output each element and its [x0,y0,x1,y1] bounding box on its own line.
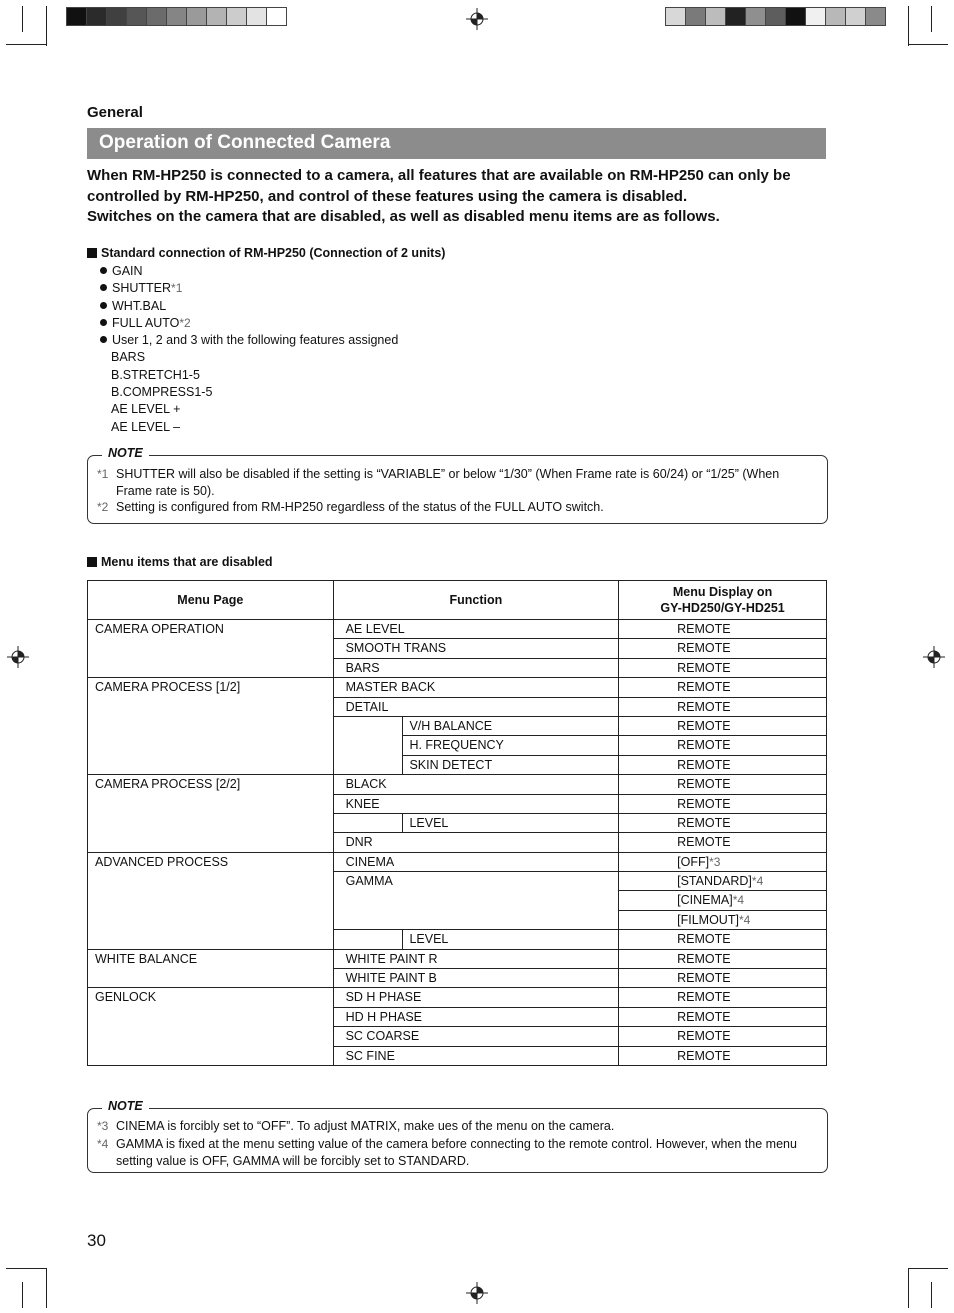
function-cell: MASTER BACK [333,678,619,697]
display-cell [619,910,827,929]
color-swatch [167,8,187,25]
list-item [100,315,398,332]
page-title-bar [87,128,826,159]
function-cell: BARS [333,658,619,677]
registration-mark-icon [466,8,488,30]
footnote-mark: *1 [97,467,109,481]
display-cell: REMOTE [619,775,827,794]
display-cell: REMOTE [619,678,827,697]
color-swatch [706,8,726,25]
footnote-ref: *1 [171,281,183,296]
function-cell: CINEMA [333,852,619,871]
footnote-mark: *4 [97,1137,109,1151]
color-swatch [267,8,286,25]
display-value: [STANDARD] [677,874,752,889]
color-swatch [87,8,107,25]
note-item [97,1136,817,1169]
function-cell: BLACK [333,775,619,794]
display-cell [619,891,827,910]
color-bars-right [665,7,886,26]
menu-page-cell: WHITE BALANCE [88,949,334,988]
sub-item: B.COMPRESS1-5 [111,385,213,400]
item-text: SHUTTER [112,281,172,296]
display-cell: REMOTE [619,620,827,639]
note-text: CINEMA is forcibly set to “OFF”. To adjust MATRIX, make ues of the menu on the camera. [116,1119,615,1133]
list-item [100,332,398,349]
function-cell: SMOOTH TRANS [333,639,619,658]
display-cell: REMOTE [619,794,827,813]
color-swatch [726,8,746,25]
display-cell: REMOTE [619,833,827,852]
bullet-icon [100,267,107,274]
footnote-ref: *3 [709,854,721,869]
display-cell [619,872,827,891]
sub-function-cell: H. FREQUENCY [403,736,619,755]
heading-text: Menu items that are disabled [101,555,273,569]
disabled-menu-table [87,580,827,1066]
color-swatch [147,8,167,25]
menu-page-cell: CAMERA PROCESS [1/2] [88,678,334,775]
note-text: Setting is configured from RM-HP250 regardless of the status of the FULL AUTO switch. [116,500,604,514]
function-cell: AE LEVEL [333,620,619,639]
note-label: NOTE [102,446,149,460]
display-cell: REMOTE [619,1046,827,1065]
list-item [100,298,398,315]
intro-line: controlled by RM-HP250, and control of these features using the camera is disabled. [87,187,688,205]
function-cell: KNEE [333,794,619,813]
intro-line: Switches on the camera that are disabled, as well as disabled menu items are as follows. [87,208,720,226]
item-text: User 1, 2 and 3 with the following features assigned [112,333,399,348]
footnote-ref: *4 [732,893,745,908]
color-swatch [666,8,686,25]
menu-page-cell: CAMERA OPERATION [88,620,334,678]
item-text: FULL AUTO [112,315,180,330]
page-number: 30 [87,1231,106,1250]
color-swatch [187,8,207,25]
page-title: Operation of Connected Camera [99,132,391,153]
color-swatch [746,8,766,25]
table-header-row [88,581,827,620]
footnote-ref: *4 [751,874,764,889]
registration-mark-icon [923,646,945,668]
intro-paragraph [87,166,832,228]
header-line: GY-HD250/GY-HD251 [660,601,785,615]
col-header-function: Function [333,581,619,620]
function-cell: DETAIL [333,697,619,716]
list-item [100,280,398,297]
color-swatch [67,8,87,25]
bullet-icon [100,302,107,309]
note-text: SHUTTER will also be disabled if the setting is “VARIABLE” or below “1/30” (When Frame rate is 60/24) or “1/25” (When Frame rate is 50). [116,467,780,498]
sub-item: B.STRETCH1-5 [111,367,200,382]
function-cell: SC COARSE [333,1027,619,1046]
display-cell: REMOTE [619,716,827,735]
note-item [97,466,817,499]
table-row [88,620,827,639]
menu-items-heading [87,555,273,569]
note-item [97,1118,817,1135]
display-cell: REMOTE [619,697,827,716]
col-header-menu-page: Menu Page [88,581,334,620]
function-cell: HD H PHASE [333,1007,619,1026]
note-label: NOTE [102,1099,149,1113]
col-header-menu-display [619,581,827,620]
display-cell: REMOTE [619,1027,827,1046]
sub-item: BARS [111,350,146,365]
color-swatch [846,8,866,25]
color-bars-left [66,7,287,26]
standard-list [100,263,398,436]
footnote-ref: *2 [179,315,191,330]
item-text: GAIN [112,264,143,278]
header-line: Menu Display on [672,585,773,599]
display-value: [CINEMA] [677,893,733,908]
note-box [87,446,828,524]
function-cell: DNR [333,833,619,852]
note-item [97,499,817,516]
table-row [88,775,827,794]
sub-function-cell: LEVEL [403,813,619,832]
sub-item: AE LEVEL + [111,402,181,417]
table-row [88,678,827,697]
display-cell: REMOTE [619,639,827,658]
display-cell [619,852,827,871]
color-swatch [247,8,267,25]
sub-function-cell: LEVEL [403,930,619,949]
bullet-icon [100,319,107,326]
bullet-icon [100,284,107,291]
heading-text: Standard connection of RM-HP250 (Connection of 2 units) [101,246,446,260]
sub-item: AE LEVEL – [111,419,181,434]
display-cell: REMOTE [619,969,827,988]
sub-function-cell: V/H BALANCE [403,716,619,735]
indent-cell [333,813,403,832]
menu-page-cell: CAMERA PROCESS [2/2] [88,775,334,853]
sub-function-cell: SKIN DETECT [403,755,619,774]
display-cell: REMOTE [619,949,827,968]
bullet-icon [100,336,107,343]
color-swatch [766,8,786,25]
standard-connection-heading [87,246,445,260]
square-bullet-icon [87,557,97,567]
table-row [88,949,827,968]
footnote-mark: *2 [97,500,109,514]
footnote-ref: *4 [738,912,751,927]
note-box [87,1099,828,1173]
function-cell: GAMMA [333,872,619,930]
display-cell: REMOTE [619,988,827,1007]
footnote-mark: *3 [97,1119,109,1133]
function-cell: SD H PHASE [333,988,619,1007]
item-text: WHT.BAL [112,298,167,313]
list-item [100,263,398,280]
color-swatch [786,8,806,25]
note-text: GAMMA is fixed at the menu setting value of the camera before connecting to the remote control. However, when the menu setting value is OFF, GAMMA will be forcibly set to STANDARD. [116,1137,797,1168]
display-cell: REMOTE [619,813,827,832]
function-cell: WHITE PAINT B [333,969,619,988]
registration-mark-icon [466,1282,488,1304]
display-cell: REMOTE [619,755,827,774]
color-swatch [826,8,846,25]
intro-line: When RM-HP250 is connected to a camera, all features that are available on RM-HP250 can only be [87,167,791,184]
color-swatch [806,8,826,25]
color-swatch [686,8,706,25]
square-bullet-icon [87,248,97,258]
table-row [88,988,827,1007]
display-cell: REMOTE [619,658,827,677]
registration-mark-icon [7,646,29,668]
table-row [88,852,827,871]
function-cell: SC FINE [333,1046,619,1065]
color-swatch [227,8,247,25]
menu-page-cell: ADVANCED PROCESS [88,852,334,949]
display-cell: REMOTE [619,736,827,755]
section-label: General [87,104,143,121]
display-cell: REMOTE [619,1007,827,1026]
color-swatch [107,8,127,25]
indent-cell [333,930,403,949]
color-swatch [207,8,227,25]
color-swatch [127,8,147,25]
display-value: [FILMOUT] [677,912,739,927]
indent-cell [333,716,403,774]
display-cell: REMOTE [619,930,827,949]
menu-page-cell: GENLOCK [88,988,334,1066]
function-cell: WHITE PAINT R [333,949,619,968]
display-value: [OFF] [677,854,710,869]
color-swatch [866,8,885,25]
